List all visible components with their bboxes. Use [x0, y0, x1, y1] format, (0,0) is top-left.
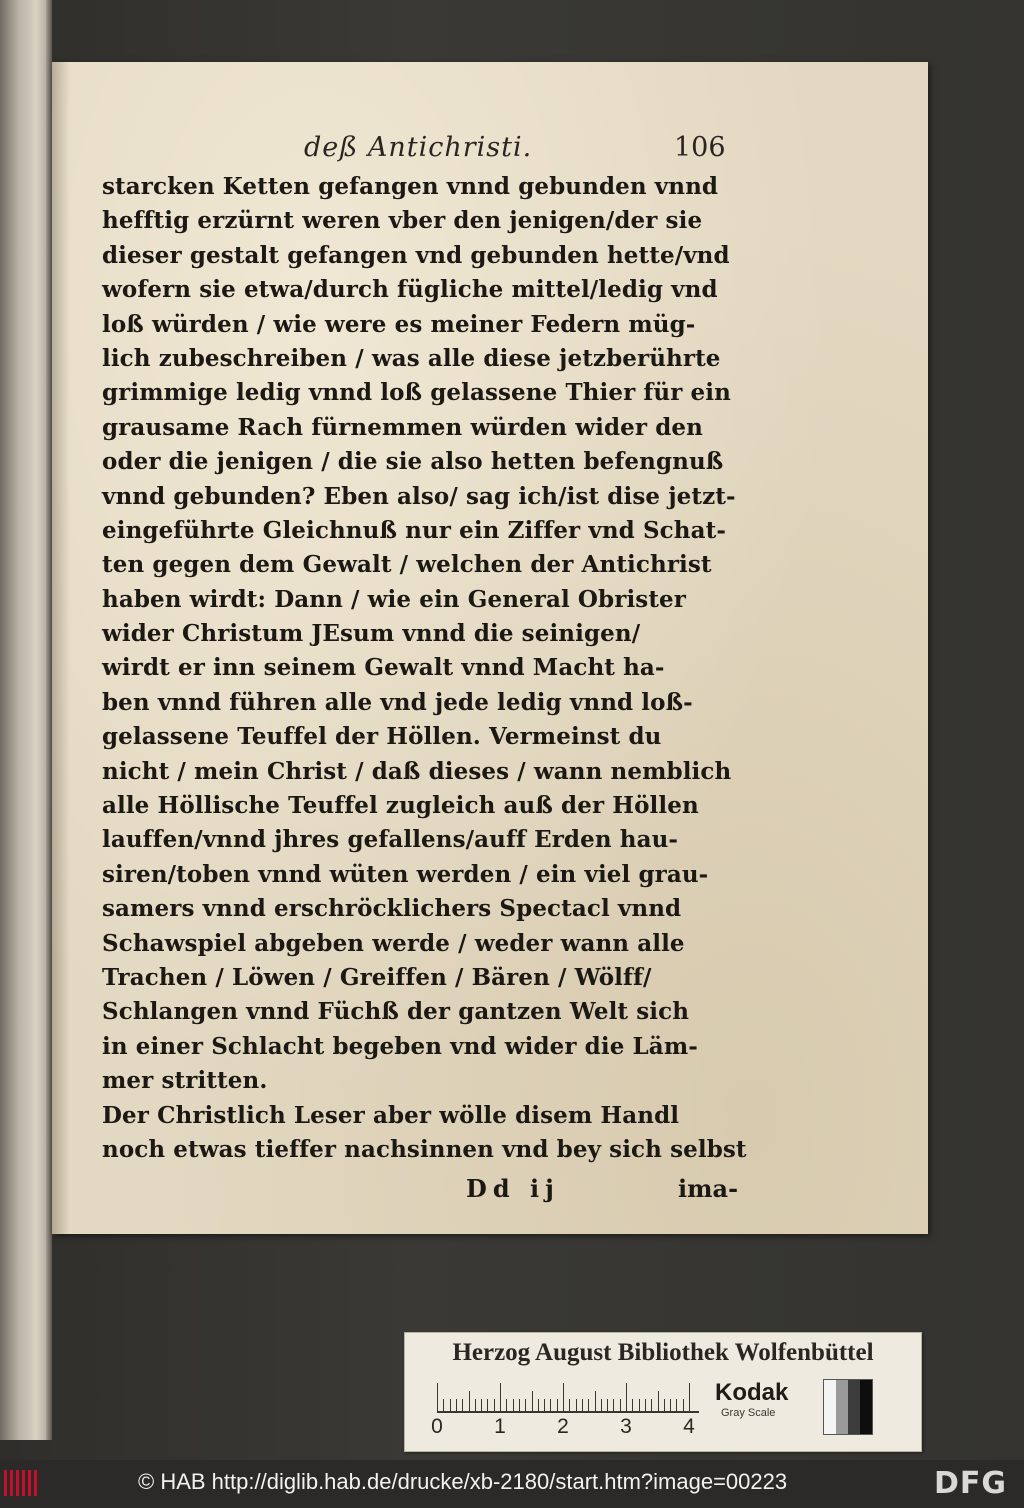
- ruler-number: 1: [494, 1415, 506, 1438]
- ruler-tick: [538, 1399, 539, 1411]
- ruler-tick: [632, 1399, 633, 1411]
- ruler-tick: [595, 1391, 596, 1411]
- ruler-number: 2: [557, 1415, 569, 1438]
- text-line: eingeführte Gleichnuß nur ein Ziffer vnd Schat-: [102, 516, 726, 544]
- ruler-tick: [532, 1391, 533, 1411]
- ruler-tick: [689, 1383, 690, 1411]
- previous-page-edge: [0, 0, 52, 1440]
- ruler-tick: [569, 1399, 570, 1411]
- text-line: loß würden / wie were es meiner Federn müg-: [102, 310, 696, 338]
- ruler-tick: [469, 1391, 470, 1411]
- ruler-tick: [456, 1399, 457, 1411]
- text-line: alle Höllische Teuffel zugleich auß der Höllen: [102, 792, 699, 820]
- ruler-tick: [525, 1399, 526, 1411]
- ruler-tick: [658, 1391, 659, 1411]
- text-line: in einer Schlacht begeben vnd wider die Läm-: [102, 1032, 698, 1060]
- color-scale-card: [404, 1332, 922, 1452]
- ruler-tick: [557, 1399, 558, 1411]
- text-line: ben vnnd führen alle vnd jede ledig vnnd loß-: [102, 688, 693, 716]
- ruler-tick: [626, 1383, 627, 1411]
- body-text: [102, 170, 747, 1167]
- ruler-tick: [462, 1399, 463, 1411]
- text-line: gelassene Teuffel der Höllen. Vermeinst du: [102, 723, 662, 751]
- ruler-tick: [481, 1399, 482, 1411]
- hab-logo-icon: [4, 1470, 38, 1496]
- text-line: samers vnnd erschröcklichers Spectacl vnnd: [102, 895, 682, 923]
- ruler-number: 3: [620, 1415, 632, 1438]
- text-line: ten gegen dem Gewalt / welchen der Antichrist: [102, 551, 712, 579]
- ruler-tick: [544, 1399, 545, 1411]
- ruler: [437, 1381, 699, 1413]
- text-line: lauffen/vnnd jhres gefallens/auff Erden hau-: [102, 826, 679, 854]
- ruler-tick: [613, 1399, 614, 1411]
- ruler-tick: [443, 1399, 444, 1411]
- ruler-tick: [519, 1399, 520, 1411]
- ruler-tick: [487, 1399, 488, 1411]
- text-line: wofern sie etwa/durch fügliche mittel/ledig vnd: [102, 276, 718, 304]
- text-line: siren/toben vnnd wüten werden / ein viel grau-: [102, 860, 709, 888]
- ruler-tick: [500, 1383, 501, 1411]
- ruler-tick: [651, 1399, 652, 1411]
- text-line: vnnd gebunden? Eben also/ sag ich/ist dise jetzt-: [102, 482, 736, 510]
- text-line: wirdt er inn seinem Gewalt vnnd Macht ha-: [102, 654, 665, 682]
- ruler-tick: [513, 1399, 514, 1411]
- ruler-tick: [676, 1399, 677, 1411]
- signature-mark: Dd ij: [466, 1174, 560, 1203]
- book-page: [52, 62, 928, 1234]
- ruler-tick: [475, 1399, 476, 1411]
- ruler-tick: [582, 1399, 583, 1411]
- text-line: dieser gestalt gefangen vnd gebunden hette/vnd: [102, 241, 730, 269]
- ruler-tick: [601, 1399, 602, 1411]
- page-header: [52, 132, 928, 172]
- gray-patches: [823, 1379, 873, 1435]
- ruler-number: 4: [683, 1415, 695, 1438]
- text-line: nicht / mein Christ / daß dieses / wann nemblich: [102, 757, 732, 785]
- ruler-tick: [607, 1399, 608, 1411]
- library-name: Herzog August Bibliothek Wolfenbüttel: [452, 1339, 874, 1366]
- ruler-tick: [450, 1399, 451, 1411]
- ruler-tick: [670, 1399, 671, 1411]
- ruler-tick: [563, 1383, 564, 1411]
- text-line: wider Christum JEsum vnnd die seinigen/: [102, 620, 641, 648]
- ruler-tick: [494, 1399, 495, 1411]
- dfg-logo: DFG: [934, 1466, 1008, 1501]
- text-line: noch etwas tieffer nachsinnen vnd bey sich selbst: [102, 1135, 747, 1163]
- text-line: Schlangen vnnd Füchß der gantzen Welt sich: [102, 998, 690, 1026]
- catchword: ima-: [678, 1174, 739, 1203]
- ruler-tick: [576, 1399, 577, 1411]
- kodak-logo: Kodak: [715, 1379, 789, 1406]
- text-line: grausame Rach fürnemmen würden wider den: [102, 413, 703, 441]
- ruler-tick: [550, 1399, 551, 1411]
- ruler-tick: [645, 1399, 646, 1411]
- ruler-tick: [639, 1399, 640, 1411]
- running-head: deß Antichristi.: [304, 132, 533, 163]
- text-line: hefftig erzürnt weren vber den jenigen/der sie: [102, 207, 703, 235]
- credit-bar: [0, 1460, 1024, 1508]
- text-line: grimmige ledig vnnd loß gelassene Thier für ein: [102, 379, 731, 407]
- text-line: oder die jenigen / die sie also hetten befengnuß: [102, 448, 724, 476]
- ruler-tick: [506, 1399, 507, 1411]
- ruler-tick: [683, 1399, 684, 1411]
- ruler-tick: [620, 1399, 621, 1411]
- text-line: lich zubeschreiben / was alle diese jetzberührte: [102, 344, 721, 372]
- text-line: Schawspiel abgeben werde / weder wann alle: [102, 929, 685, 957]
- text-line: starcken Ketten gefangen vnnd gebunden vnnd: [102, 173, 719, 200]
- ruler-tick: [588, 1399, 589, 1411]
- page-number: 106: [674, 132, 726, 163]
- credit-link[interactable]: © HAB http://diglib.hab.de/drucke/xb-2180/start.htm?image=00223: [138, 1469, 788, 1494]
- text-line: haben wirdt: Dann / wie ein General Obrister: [102, 585, 687, 613]
- ruler-tick: [437, 1383, 438, 1411]
- ruler-tick: [664, 1399, 665, 1411]
- text-line: Trachen / Löwen / Greiffen / Bären / Wölff/: [102, 963, 652, 991]
- text-line: Der Christlich Leser aber wölle disem Handl: [102, 1101, 680, 1129]
- gray-scale-label: Gray Scale: [721, 1407, 776, 1419]
- ruler-number: 0: [431, 1415, 443, 1438]
- text-line: mer stritten.: [102, 1067, 268, 1095]
